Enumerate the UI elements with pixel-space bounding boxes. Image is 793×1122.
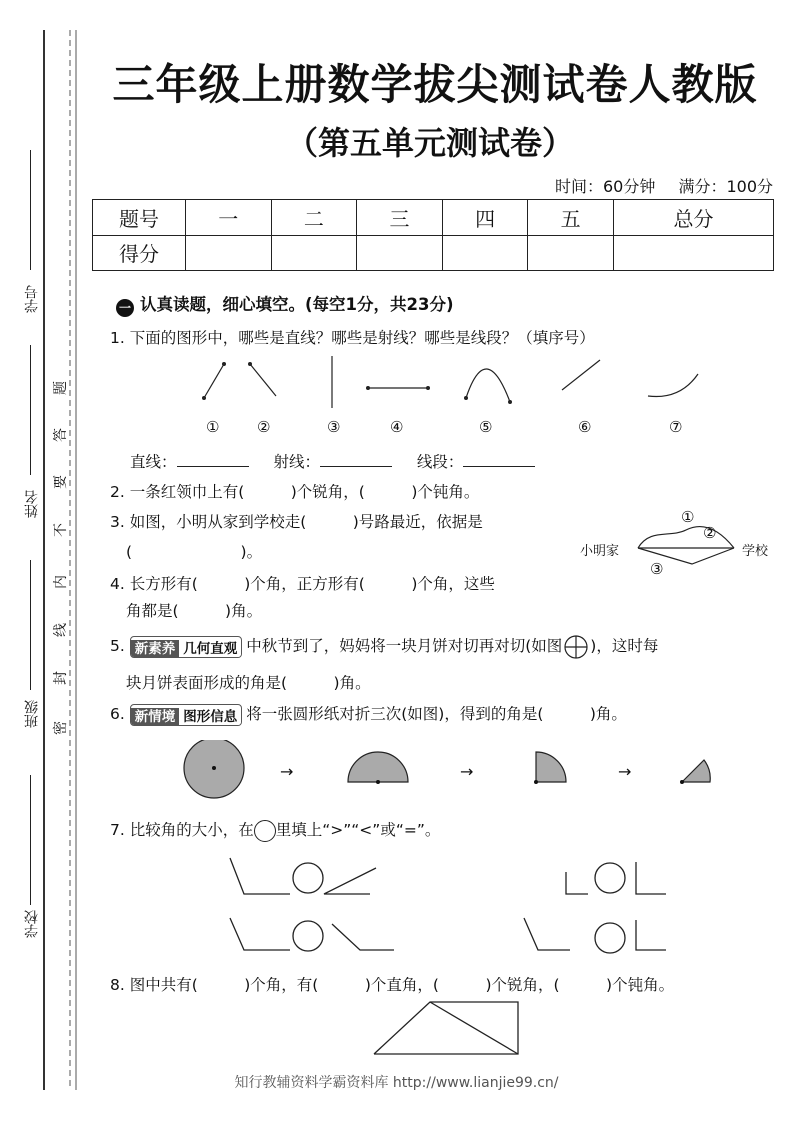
route-home-label: 小明家 — [580, 544, 620, 559]
question-1-figures — [190, 352, 710, 412]
seal-char: 要 — [53, 475, 69, 489]
score-header-cell: 总分 — [613, 200, 773, 236]
score-header-cell: 题号 — [93, 200, 186, 236]
compare-pair-4 — [524, 918, 666, 953]
score-header-cell: 五 — [528, 200, 614, 236]
full-score: 满分：100分 — [678, 177, 773, 196]
score-header-cell: 三 — [357, 200, 443, 236]
score-header-cell: 四 — [442, 200, 528, 236]
figure-label: ⑤ — [479, 418, 493, 436]
question-5: 5. 新素养 几何直观 中秋节到了，妈妈将一块月饼对切再对切(如图 )，这时每 — [110, 634, 658, 659]
angle-comparisons — [220, 852, 680, 962]
route-label: ① — [681, 508, 695, 526]
folding-diagram — [180, 740, 720, 804]
route-school-label: 学校 — [742, 544, 769, 559]
question-5-text: 中秋节到了，妈妈将一块月饼对切再对切(如图 — [246, 637, 563, 655]
figure-6-line — [562, 360, 600, 390]
fold-arrow: → — [280, 762, 294, 781]
score-cell[interactable] — [528, 235, 614, 271]
seal-char: 内 — [53, 575, 69, 589]
sidebar-blank-school — [30, 775, 32, 905]
page-title: 三年级上册数学拔尖测试卷人教版 — [112, 60, 758, 109]
tag-label: 新素养 — [131, 640, 180, 658]
figure-label: ④ — [390, 418, 404, 436]
sidebar-field-school: 学校 — [24, 910, 40, 938]
question-4-text-cont: 角都是( )角。 — [126, 602, 263, 620]
score-table-row — [93, 235, 774, 271]
footer-watermark: 知行教辅资料学霸资料库 http://www.lianjie99.cn/ — [234, 1075, 559, 1091]
question-5-text-end: )，这时每 — [590, 637, 659, 655]
answer-ray-label: 射线： — [273, 453, 320, 471]
question-1-answers — [130, 450, 535, 472]
figure-label: ② — [257, 418, 271, 436]
question-1-text: 1. 下面的图形中，哪些是直线？哪些是射线？哪些是线段？（填序号） — [110, 329, 595, 347]
figure-1-segment — [202, 362, 226, 400]
score-header-cell: 一 — [186, 200, 272, 236]
score-table — [92, 199, 774, 271]
mooncake-icon — [562, 635, 590, 659]
answer-segment-label: 线段： — [416, 453, 464, 471]
time-limit: 时间：60分钟 — [554, 177, 656, 196]
answer-line-blank[interactable] — [177, 452, 249, 467]
figure-2-ray — [248, 362, 276, 396]
route-label: ③ — [650, 560, 664, 578]
tag-label: 图形信息 — [179, 708, 241, 726]
route-label: ② — [703, 524, 717, 542]
score-cell[interactable] — [271, 235, 357, 271]
score-row-label: 得分 — [93, 235, 186, 271]
answer-segment-blank[interactable] — [463, 452, 535, 467]
section-number-badge: 一 — [116, 299, 134, 317]
score-cell[interactable] — [613, 235, 773, 271]
tag-label: 新情境 — [131, 708, 180, 726]
question-5-text-cont: 块月饼表面形成的角是( )角。 — [126, 674, 371, 692]
sidebar-field-name: 姓名 — [24, 490, 40, 518]
score-cell[interactable] — [186, 235, 272, 271]
answer-line-label: 直线： — [130, 453, 177, 471]
seal-char: 线 — [53, 623, 69, 637]
compare-pair-2 — [566, 862, 666, 894]
question-8-text: 8. 图中共有( )个角，有( )个直角，( )个锐角，( )个钝角。 — [110, 976, 675, 994]
fold-arrow: → — [618, 762, 632, 781]
fold-arrow: → — [460, 762, 474, 781]
question-8-figure — [370, 998, 522, 1060]
section-heading-text: 认真读题，细心填空。(每空1分，共23分) — [140, 295, 454, 314]
compare-circle-icon — [254, 820, 276, 842]
question-2-text: 2. 一条红领巾上有( )个锐角，( )个钝角。 — [110, 483, 480, 501]
figure-label: ③ — [327, 418, 341, 436]
exam-meta — [537, 174, 773, 197]
question-3-text-cont: ( )。 — [126, 543, 263, 561]
tag-label: 几何直观 — [179, 640, 241, 658]
section-heading — [116, 291, 454, 317]
seal-char: 不 — [53, 523, 69, 537]
seal-char: 密 — [53, 721, 69, 735]
compare-pair-3 — [230, 918, 394, 951]
figure-label: ① — [206, 418, 220, 436]
question-7-text: 7. 比较角的大小，在 — [110, 821, 254, 839]
figure-7-curve — [648, 374, 698, 397]
seal-char: 封 — [53, 671, 69, 685]
question-6-tag — [130, 704, 243, 726]
score-cell[interactable] — [357, 235, 443, 271]
compare-pair-1 — [230, 858, 376, 894]
page-subtitle: （第五单元测试卷） — [285, 124, 574, 162]
question-5-tag — [130, 636, 243, 658]
question-4-text: 4. 长方形有( )个角，正方形有( )个角，这些 — [110, 575, 495, 593]
figure-5-curve — [464, 369, 512, 404]
answer-ray-blank[interactable] — [320, 452, 392, 467]
question-7 — [110, 818, 440, 842]
question-6-text: 将一张圆形纸对折三次(如图)，得到的角是( )角。 — [246, 705, 627, 723]
score-table-header-row — [93, 200, 774, 236]
score-cell[interactable] — [442, 235, 528, 271]
question-3-text: 3. 如图，小明从家到学校走( )号路最近，依据是 — [110, 513, 483, 531]
sidebar-blank-name — [30, 345, 32, 475]
question-7-text-end: 里填上“>”“<”或“=”。 — [275, 821, 441, 839]
sidebar-field-class: 班级 — [24, 700, 40, 728]
question-6: 6. 新情境 图形信息 将一张圆形纸对折三次(如图)，得到的角是( )角。 — [110, 705, 627, 725]
sidebar-field-student-id: 学号 — [24, 285, 40, 313]
figure-label: ⑥ — [578, 418, 592, 436]
sidebar-blank-student-id — [30, 150, 32, 270]
figure-label: ⑦ — [669, 418, 683, 436]
sidebar-blank-class — [30, 560, 32, 690]
seal-char: 题 — [53, 381, 69, 395]
seal-char: 答 — [53, 428, 69, 442]
score-header-cell: 二 — [271, 200, 357, 236]
figure-4-segment — [366, 386, 430, 390]
